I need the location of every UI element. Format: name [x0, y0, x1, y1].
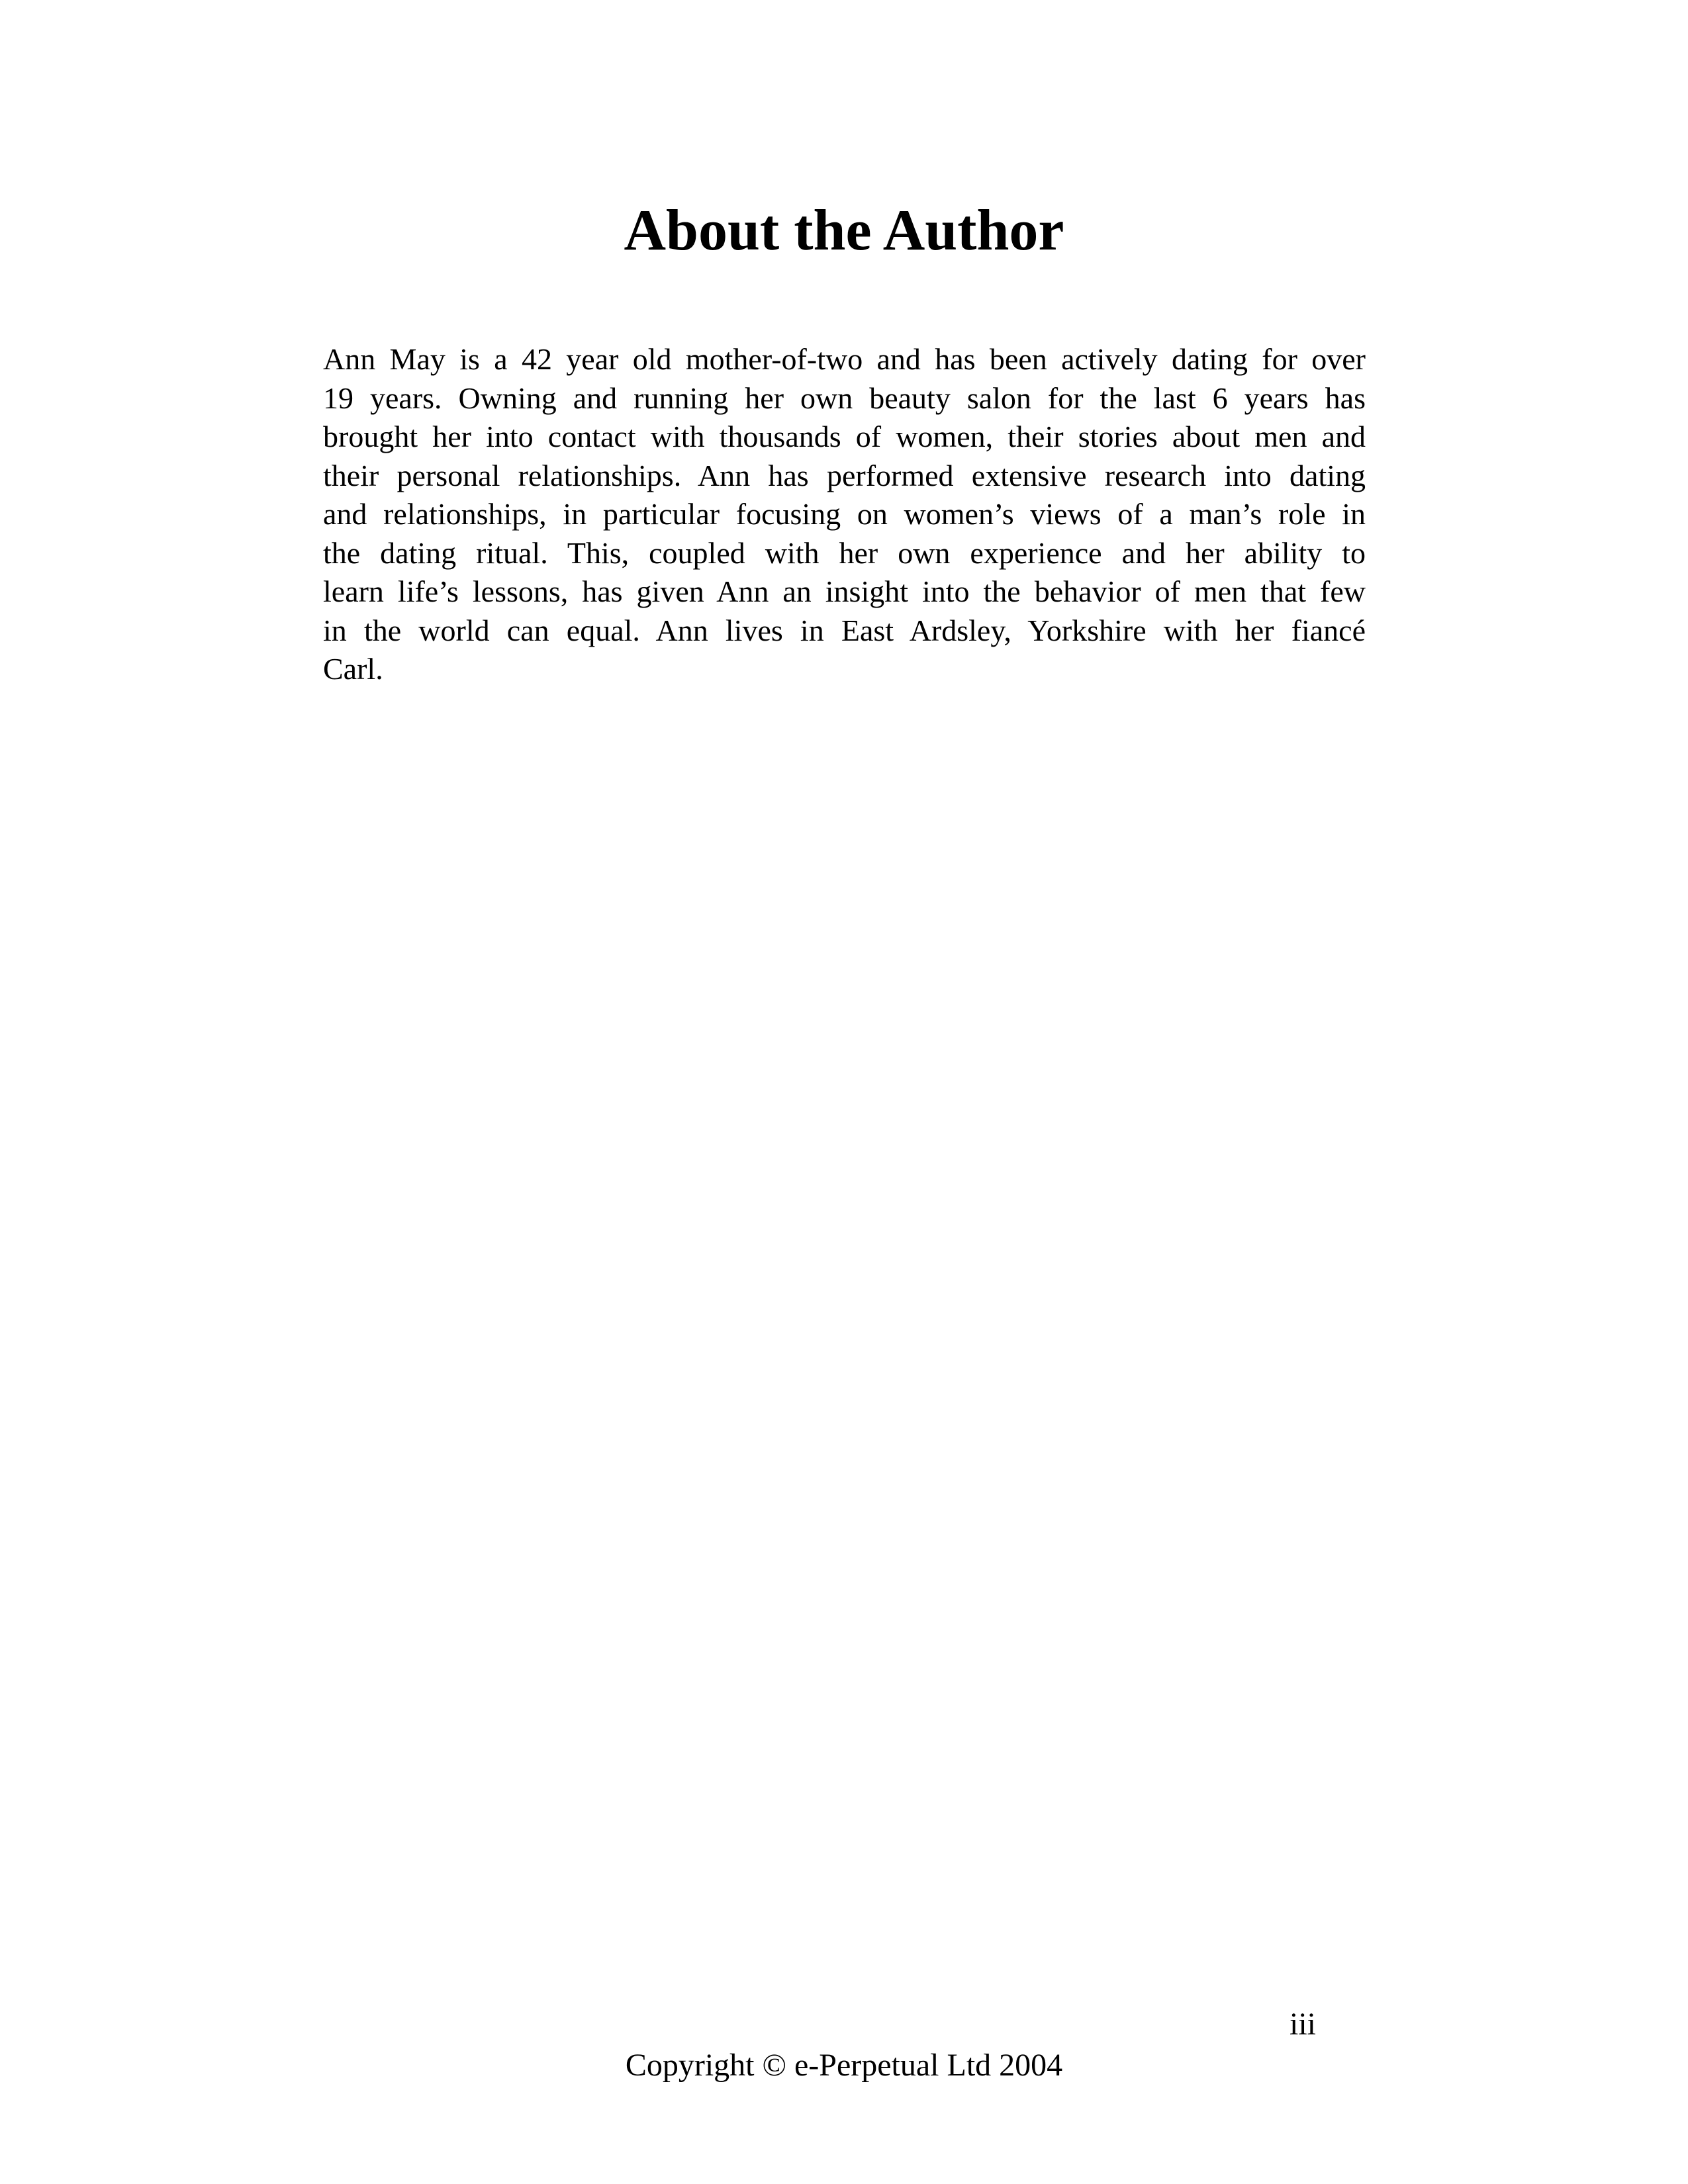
- paragraph-line: Carl.: [323, 652, 383, 686]
- copyright-line: Copyright © e-Perpetual Ltd 2004: [625, 2048, 1063, 2083]
- paragraph-line: the dating ritual. This, coupled with her own experience and her ability to: [323, 535, 1366, 570]
- paragraph-line: their personal relationships. Ann has performed extensive research into dating: [323, 458, 1366, 492]
- page-number: iii: [1289, 2007, 1316, 2042]
- paragraph-line: learn life’s lessons, has given Ann an insight into the behavior of men that few: [323, 574, 1366, 608]
- paragraph-line: in the world can equal. Ann lives in East Ardsley, Yorkshire with her fiancé: [323, 613, 1366, 647]
- page-title: About the Author: [624, 199, 1064, 263]
- about-author-paragraph: [323, 340, 1366, 689]
- paragraph-line: 19 years. Owning and running her own beauty salon for the last 6 years has: [323, 381, 1366, 415]
- paragraph-line: Ann May is a 42 year old mother-of-two and has been actively dating for over: [323, 342, 1366, 376]
- paragraph-line: and relationships, in particular focusing on women’s views of a man’s role in: [323, 497, 1366, 531]
- paragraph-line: brought her into contact with thousands of women, their stories about men and: [323, 420, 1366, 453]
